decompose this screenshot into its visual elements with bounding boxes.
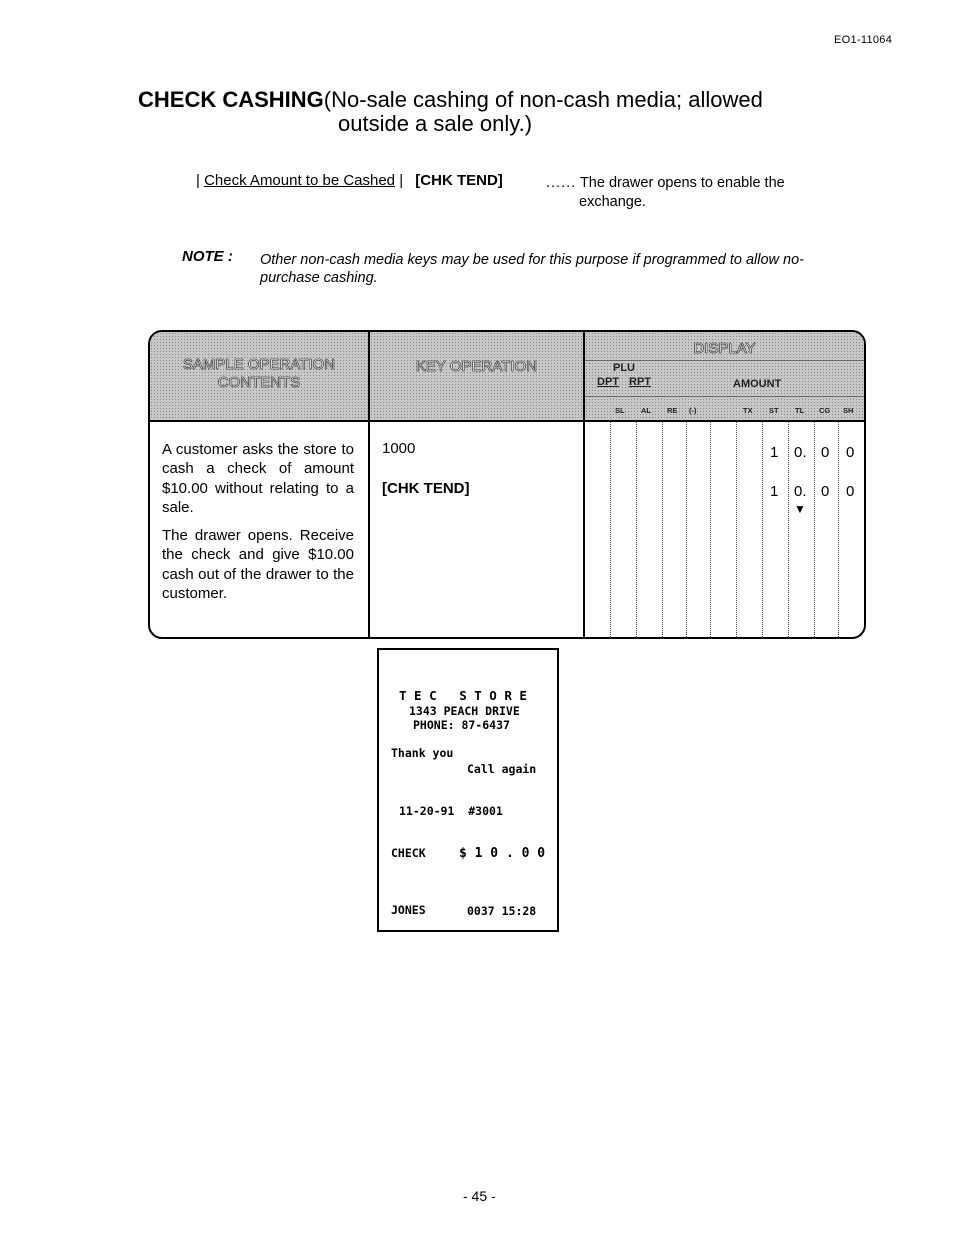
display-row2-digit3: 0 [821, 483, 830, 500]
key-op-amount: 1000 [382, 440, 416, 457]
header-key-label: KEY OPERATION [415, 358, 538, 375]
ind-cg: CG [819, 406, 831, 415]
header-display [585, 332, 864, 420]
ind-re: RE [667, 406, 678, 415]
header-sample-line2: CONTENTS [217, 374, 301, 391]
receipt-date-line: 11-20-91 #3001 [399, 804, 503, 818]
desc-line2: exchange. [579, 194, 646, 210]
amount-label: AMOUNT [733, 378, 782, 390]
receipt [377, 648, 559, 932]
check-amount-label: Check Amount to be Cashed [204, 172, 396, 189]
document-id: EO1-11064 [834, 34, 893, 46]
key-op-chk-tend: [CHK TEND] [382, 480, 470, 497]
receipt-thanks: Thank you [391, 746, 454, 760]
note-text: Other non-cash media keys may be used for this purpose if programmed to allow no-purchase cashing. [260, 252, 805, 286]
ind-st: ST [769, 406, 779, 415]
receipt-address: 1343 PEACH DRIVE [409, 704, 520, 718]
operation-syntax [196, 172, 503, 189]
ind-tx: TX [743, 406, 753, 415]
ind-minus: (-) [689, 406, 697, 415]
contents-paragraph-2: The drawer opens. Receive the check and give $10.00 cash out of the drawer to the customer. [162, 527, 354, 602]
page-number: - 45 - [463, 1188, 496, 1204]
display-row1-digit2: 0. [794, 444, 807, 461]
title-bold: CHECK CASHING [138, 87, 324, 112]
display-row2-digit4: 0 [846, 483, 855, 500]
ind-sl: SL [615, 406, 625, 415]
drawer-indicator-icon: ▼ [794, 502, 806, 516]
header-sample-contents [150, 332, 368, 420]
display-row1-digit3: 0 [821, 444, 830, 461]
display-row1-digit4: 0 [846, 444, 855, 461]
header-key-operation [370, 332, 583, 420]
ind-al: AL [641, 406, 651, 415]
header-sample-line1: SAMPLE OPERATION [182, 356, 336, 373]
receipt-clerk: JONES [391, 903, 426, 917]
bar-left: | [196, 172, 200, 189]
title-line2: outside a sale only.) [338, 111, 533, 136]
syntax-description [546, 174, 836, 212]
contents-paragraph-1: A customer asks the store to cash a check of amount $10.00 without relating to a sale. [162, 441, 354, 516]
leader-dots: ...... [546, 175, 577, 191]
rpt-label: RPT [629, 376, 651, 388]
receipt-trans: 0037 15:28 [467, 904, 537, 918]
page-title [138, 88, 763, 136]
desc-line1: The drawer opens to enable the [579, 175, 785, 191]
receipt-check-amount: $ 1 0 . 0 0 [459, 846, 546, 861]
receipt-call-again: Call again [467, 762, 537, 776]
ind-sh: SH [843, 406, 854, 415]
receipt-phone: PHONE: 87-6437 [413, 718, 510, 732]
header-display-label: DISPLAY [693, 340, 756, 357]
display-row1-digit1: 1 [770, 444, 779, 461]
receipt-store: T E C S T O R E [399, 688, 527, 703]
dpt-label: DPT [597, 376, 619, 388]
display-row2-digit2: 0. [794, 483, 807, 500]
note-label: NOTE : [182, 248, 233, 265]
sample-operation-table [148, 330, 866, 639]
plu-label: PLU [613, 362, 635, 374]
chk-tend-key: [CHK TEND] [415, 172, 503, 189]
receipt-check-label: CHECK [391, 846, 426, 860]
display-row2-digit1: 1 [770, 483, 779, 500]
ind-tl: TL [795, 406, 805, 415]
bar-right: | [399, 172, 404, 189]
title-rest: (No-sale cashing of non-cash media; allowed [323, 87, 763, 112]
